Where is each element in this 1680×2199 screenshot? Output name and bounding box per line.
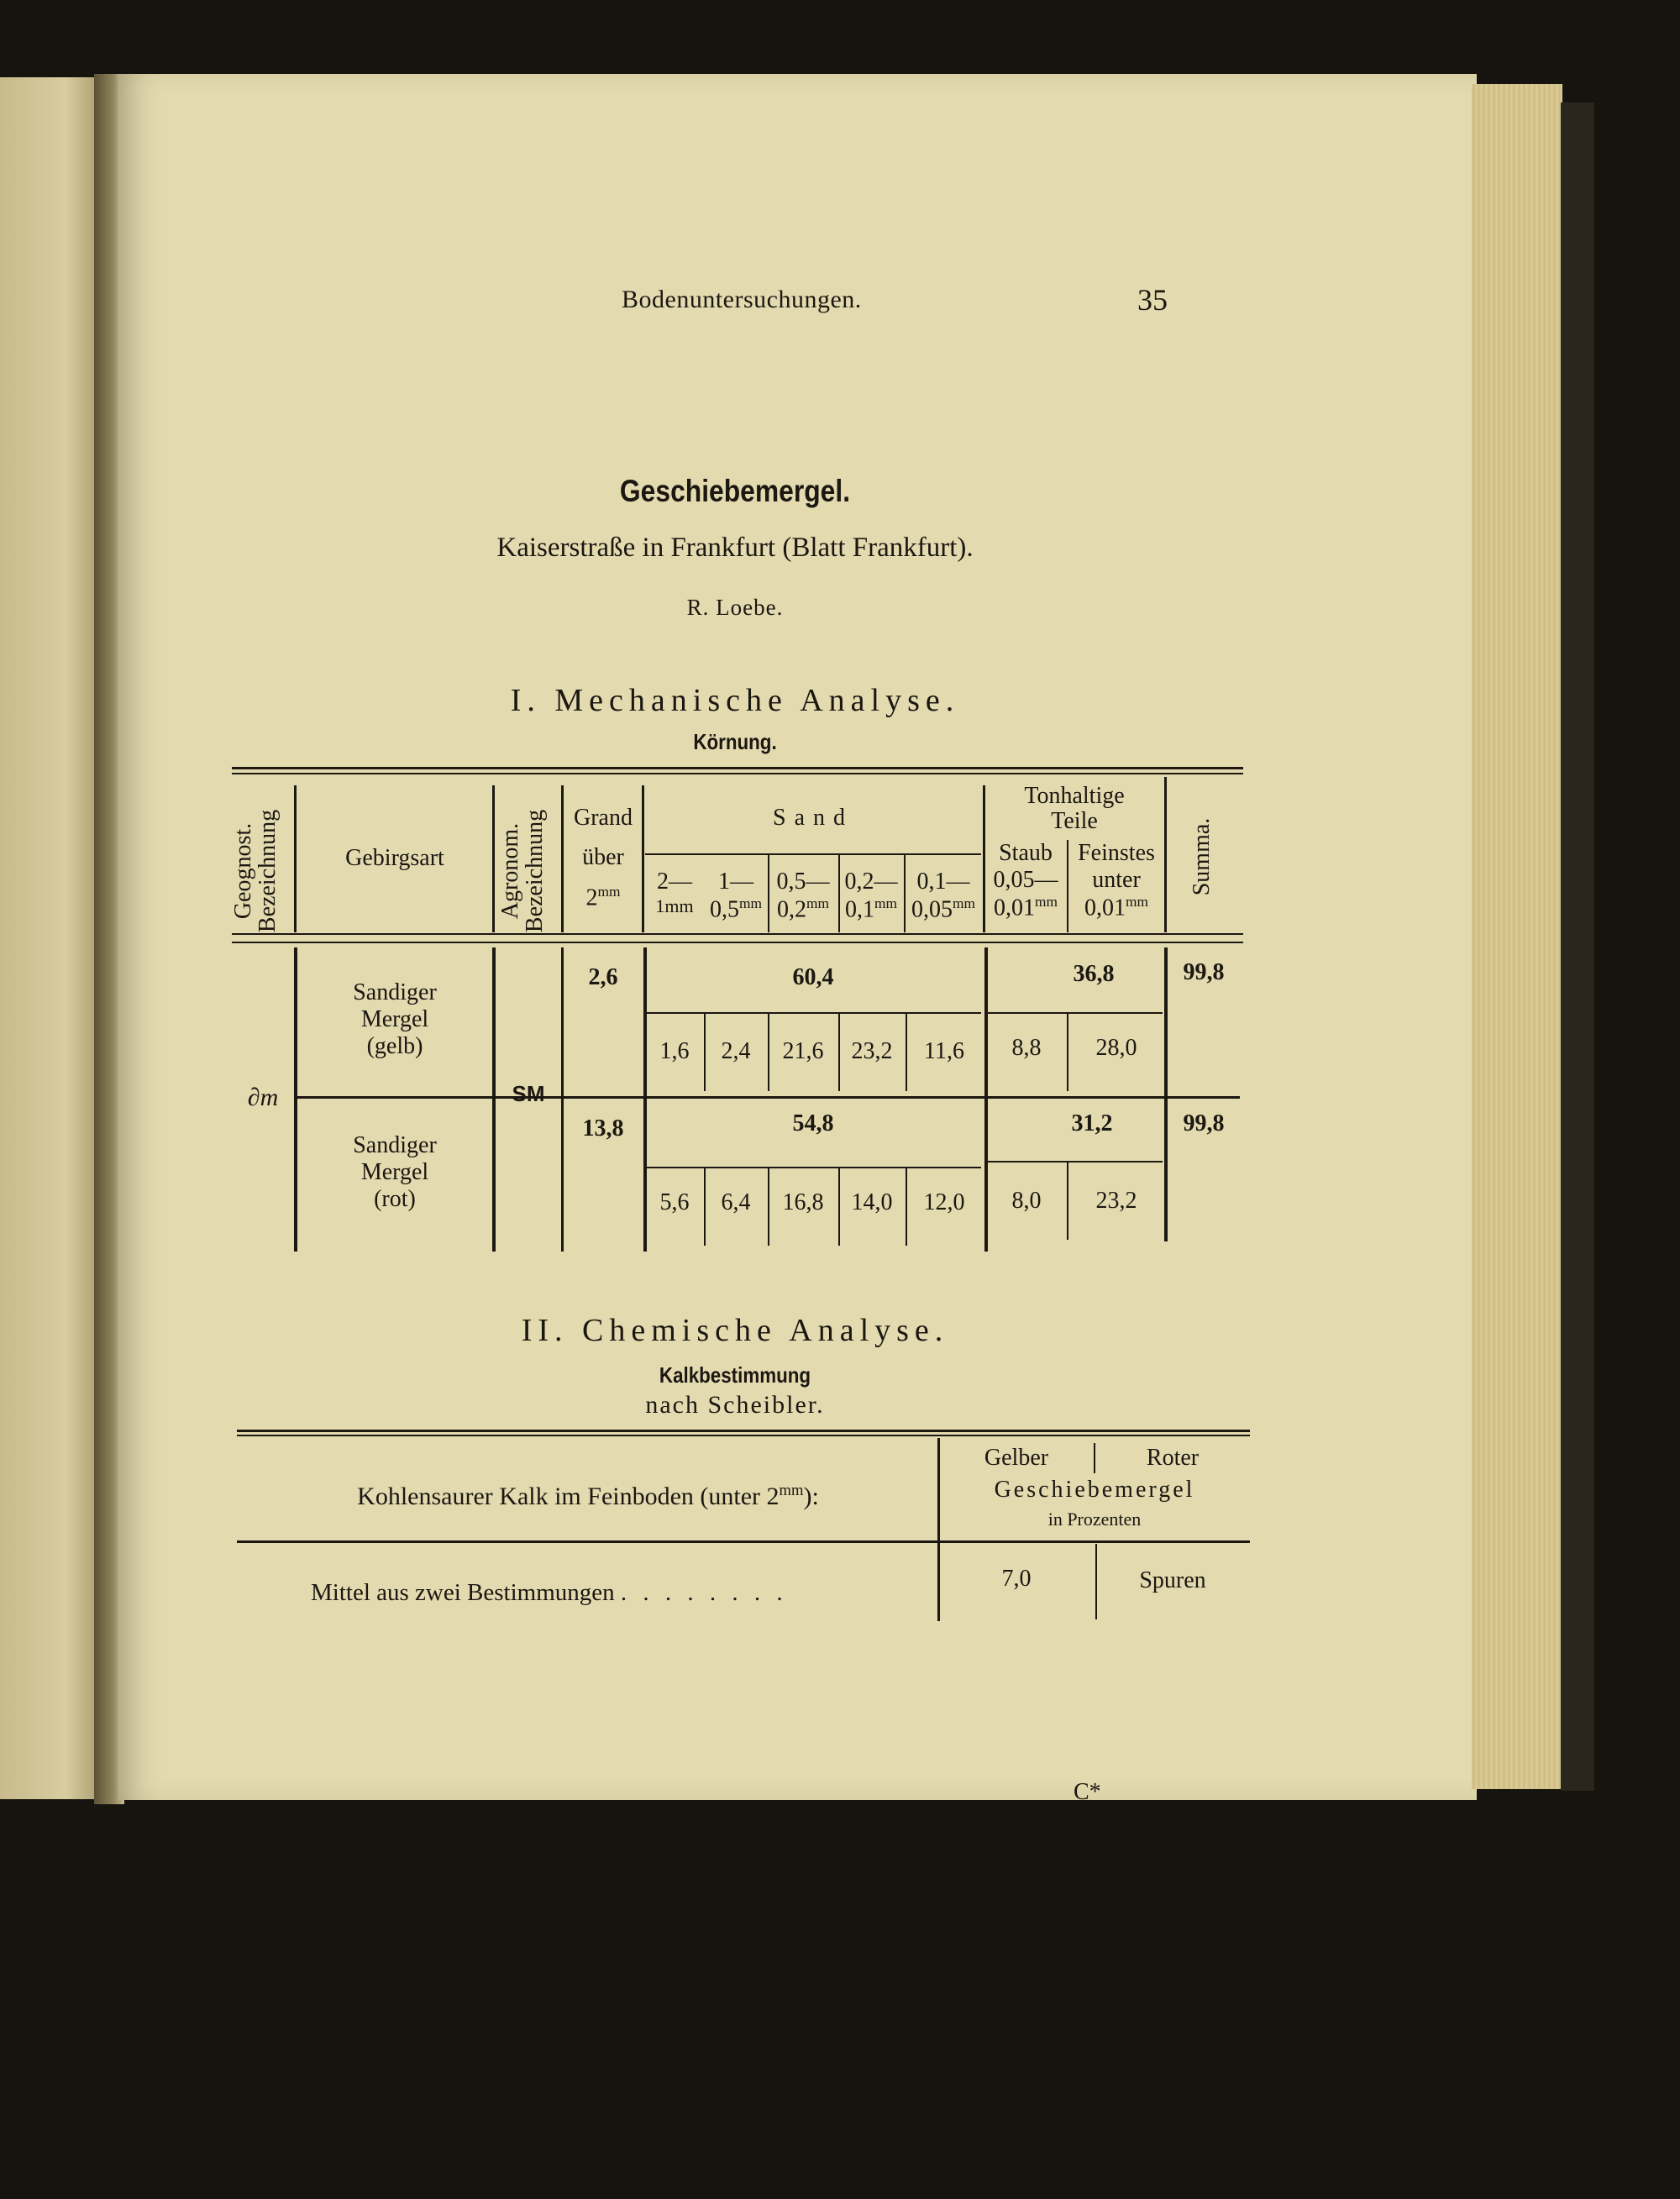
sand-sub-5: 0,1— $0,05^{mm}$: [911, 869, 975, 923]
sand-sub-3: 0,5— $0,2^{mm}$: [776, 869, 830, 923]
col-tonhaltige-header-1: Tonhaltige: [1024, 783, 1125, 809]
author: R. Loebe.: [686, 595, 784, 620]
row1-grand: 2,6: [588, 964, 618, 990]
result-label: Mittel aus zwei Bestimmungen . . . . . . . .: [311, 1579, 788, 1606]
col-geschiebemergel-header: Geschiebemergel: [994, 1477, 1195, 1503]
col-grand-header-3: $2^{mm}$: [585, 884, 621, 911]
col-feinstes-header: Feinstes unter $0,01^{mm}$: [1078, 840, 1155, 921]
geognost-value: ∂m: [247, 1084, 279, 1111]
row1-staub: 8,8: [1011, 1035, 1042, 1061]
row1-summa: 99,8: [1183, 959, 1225, 985]
sand-sub-2: 1— $0,5^{mm}$: [709, 869, 762, 923]
row2-gebirgsart: Sandiger Mergel (rot): [353, 1132, 437, 1213]
row1-sand-total: 60,4: [792, 964, 834, 990]
col-unit-header: in Prozenten: [1047, 1509, 1142, 1530]
col-tonhaltige-header-2: Teile: [1051, 808, 1098, 834]
col-summa-header: Summa.: [1189, 817, 1215, 896]
col-roter-header: Roter: [1146, 1445, 1200, 1471]
col-sand-header: Sand: [773, 805, 853, 831]
row2-staub: 8,0: [1011, 1188, 1042, 1214]
row2-sand-5: 12,0: [923, 1189, 965, 1215]
section-chemical-subheading: Kalkbestimmung: [659, 1362, 811, 1388]
row2-feinstes: 23,2: [1095, 1188, 1137, 1214]
row1-sand-2: 2,4: [721, 1038, 751, 1064]
col-grand-header-1: Grand: [574, 805, 633, 831]
row1-ton-total: 36,8: [1073, 961, 1115, 987]
col-agronom-header: Agronom. Bezeichnung: [497, 809, 549, 933]
page-number: 35: [1137, 283, 1168, 317]
printer-signature-mark: C*: [1074, 1779, 1101, 1805]
section-mechanical-subheading: Körnung.: [693, 729, 777, 754]
col-geognost-header: Geognost. Bezeichnung: [230, 809, 281, 933]
row2-sand-2: 6,4: [721, 1189, 751, 1215]
section-chemical-heading: II. Chemische Analyse.: [521, 1313, 949, 1348]
col-staub-header: Staub 0,05— $0,01^{mm}$: [993, 840, 1058, 921]
row2-ton-total: 31,2: [1071, 1110, 1113, 1136]
row1-sand-5: 11,6: [924, 1038, 964, 1064]
row1-sand-3: 21,6: [782, 1038, 824, 1064]
row2-grand: 13,8: [582, 1115, 624, 1141]
running-title: Bodenuntersuchungen.: [622, 286, 862, 313]
page-title: Geschiebemergel.: [619, 474, 851, 508]
col-gelber-header: Gelber: [984, 1445, 1049, 1471]
row1-gebirgsart: Sandiger Mergel (gelb): [353, 979, 437, 1060]
kalk-row-label: Kohlensaurer Kalk im Feinboden (unter $2^{mm}$):: [357, 1482, 819, 1510]
row2-sand-4: 14,0: [851, 1189, 893, 1215]
row1-sand-1: 1,6: [659, 1038, 690, 1064]
section-mechanical-heading: I. Mechanische Analyse.: [510, 683, 960, 718]
row1-sand-4: 23,2: [851, 1038, 893, 1064]
agronom-value: SM: [512, 1081, 545, 1106]
location-subtitle: Kaiserstraße in Frankfurt (Blatt Frankfurt).: [496, 533, 974, 563]
section-chemical-method: nach Scheibler.: [645, 1391, 825, 1419]
sand-sub-1: 2— 1mm: [655, 869, 694, 917]
row2-sand-3: 16,8: [782, 1189, 824, 1215]
row1-feinstes: 28,0: [1095, 1035, 1137, 1061]
row2-sand-1: 5,6: [659, 1189, 690, 1215]
sand-sub-4: 0,2— $0,1^{mm}$: [844, 869, 898, 923]
row2-sand-total: 54,8: [792, 1110, 834, 1136]
col-gebirgsart-header: Gebirgsart: [345, 845, 444, 871]
result-roter: Spuren: [1139, 1567, 1206, 1593]
row2-summa: 99,8: [1183, 1110, 1225, 1136]
col-grand-header-2: über: [582, 844, 624, 870]
result-gelber: 7,0: [1001, 1566, 1032, 1592]
